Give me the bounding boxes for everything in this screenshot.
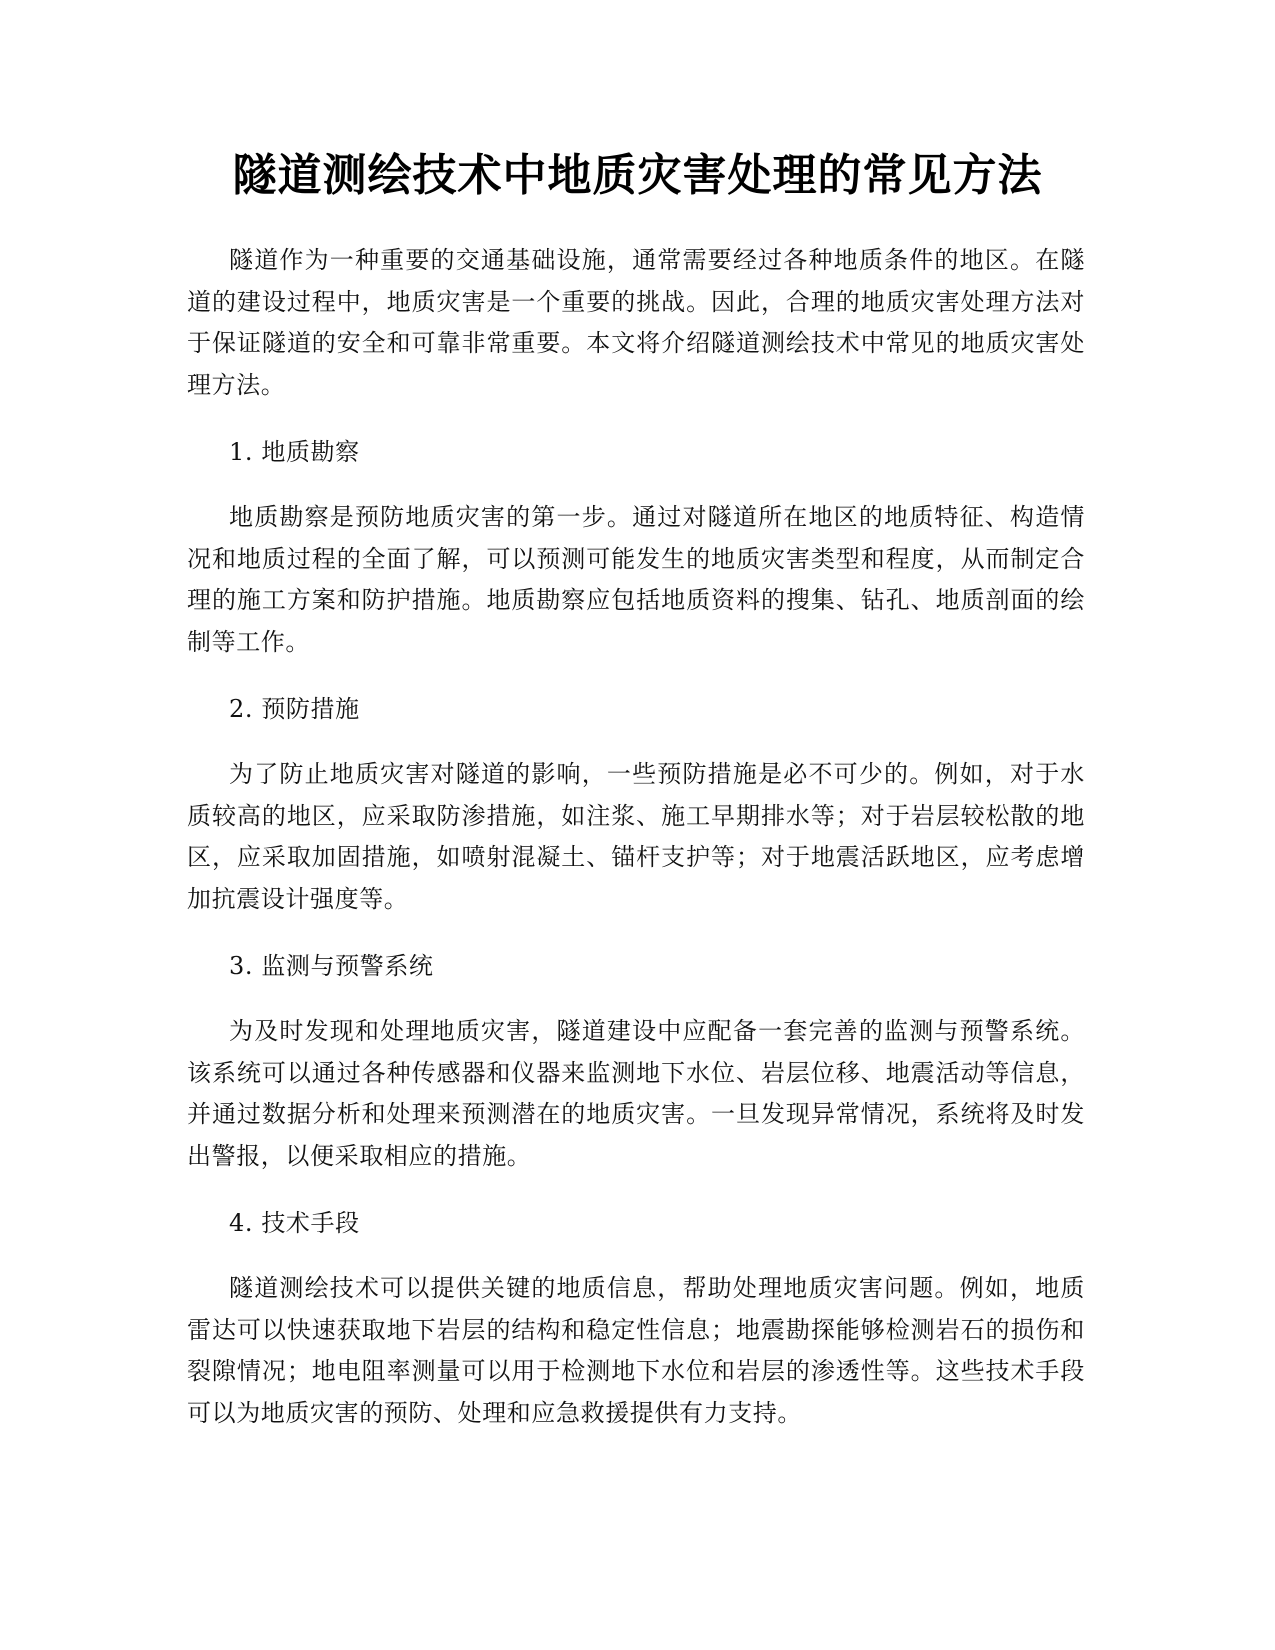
document-title: 隧道测绘技术中地质灾害处理的常见方法 xyxy=(232,150,1043,201)
section-body-geological-survey: 地质勘察是预防地质灾害的第一步。通过对隧道所在地区的地质特征、构造情况和地质过程的全面了解，可以预测可能发生的地质灾害类型和程度，从而制定合理的施工方案和防护措施。地质勘察应包括地质资料的搜集、钻孔、地质剖面的绘制等工作。 xyxy=(187,503,1085,656)
section-heading-monitoring-warning: 3. 监测与预警系统 xyxy=(229,952,434,980)
section-body-technical-means: 隧道测绘技术可以提供关键的地质信息，帮助处理地质灾害问题。例如，地质雷达可以快速获取地下岩层的结构和稳定性信息；地震勘探能够检测岩石的损伤和裂隙情况；地电阻率测量可以用于检测地下水位和岩层的渗透性等。这些技术手段可以为地质灾害的预防、处理和应急救援提供有力支持。 xyxy=(187,1274,1085,1427)
section-heading-prevention-measures: 2. 预防措施 xyxy=(229,695,360,723)
section-heading-geological-survey: 1. 地质勘察 xyxy=(229,438,360,466)
section-body-monitoring-warning: 为及时发现和处理地质灾害，隧道建设中应配备一套完善的监测与预警系统。该系统可以通过各种传感器和仪器来监测地下水位、岩层位移、地震活动等信息，并通过数据分析和处理来预测潜在的地质灾害。一旦发现异常情况，系统将及时发出警报，以便采取相应的措施。 xyxy=(187,1017,1085,1170)
section-heading-technical-means: 4. 技术手段 xyxy=(229,1209,360,1237)
section-body-prevention-measures: 为了防止地质灾害对隧道的影响，一些预防措施是必不可少的。例如，对于水质较高的地区，应采取防渗措施，如注浆、施工早期排水等；对于岩层较松散的地区，应采取加固措施，如喷射混凝土、锚杆支护等；对于地震活跃地区，应考虑增加抗震设计强度等。 xyxy=(187,760,1085,913)
intro-paragraph: 隧道作为一种重要的交通基础设施，通常需要经过各种地质条件的地区。在隧道的建设过程中，地质灾害是一个重要的挑战。因此，合理的地质灾害处理方法对于保证隧道的安全和可靠非常重要。本文将介绍隧道测绘技术中常见的地质灾害处理方法。 xyxy=(187,246,1085,399)
